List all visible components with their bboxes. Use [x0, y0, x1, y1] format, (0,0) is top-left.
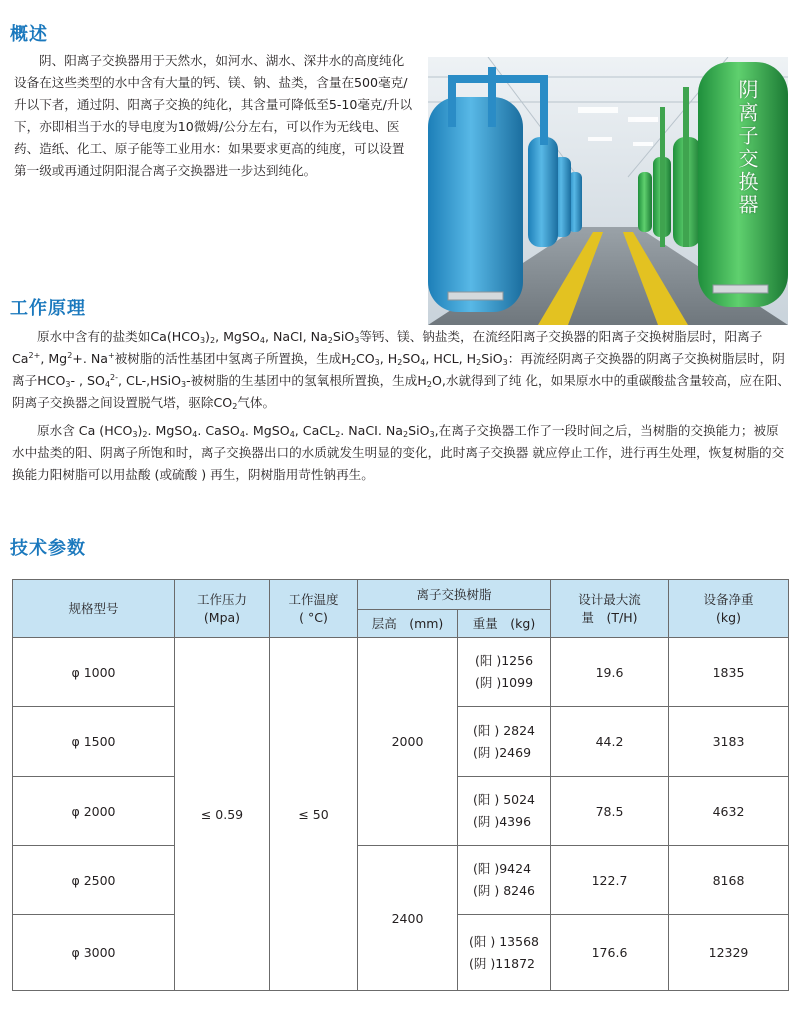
- table-row: [13, 638, 789, 707]
- ion-exchanger-photo: [428, 57, 788, 325]
- model-cell: φ 2000: [13, 777, 175, 846]
- resin-weight-cell: (阳 )1256 (阴 )1099: [458, 638, 551, 707]
- flow-cell: 44.2: [551, 707, 669, 777]
- temp-cell: ≤ 50: [270, 638, 358, 991]
- overview-heading: 概述: [10, 24, 48, 45]
- resin-weight-cell: (阳 ) 13568 (阴 )11872: [458, 915, 551, 991]
- pressure-cell: ≤ 0.59: [175, 638, 270, 991]
- spec-table: [12, 579, 789, 991]
- net-weight-cell: 8168: [669, 846, 789, 915]
- col-resin-weight: 重量 (kg): [458, 610, 551, 638]
- net-weight-cell: 1835: [669, 638, 789, 707]
- layer-height-cell: 2000: [358, 638, 458, 846]
- net-weight-cell: 4632: [669, 777, 789, 846]
- layer-height-cell: 2400: [358, 846, 458, 991]
- tech-heading: 技术参数: [10, 538, 86, 559]
- flow-cell: 176.6: [551, 915, 669, 991]
- col-net-weight: 设备净重 (kg): [669, 580, 789, 638]
- principle-paragraph-2: 原水含 Ca $(HCO_3)_2$. MgSO$_4$. CaSO$_4$. MgSO$_4$, CaCL$_2$. NaCI. $Na_2SiO_3$,在离子交换器工作了一段时间之后，当树脂的交换能力；被原水中盐类的阳、阴离子所饱和时，离子交换器出口的水质就发生明显的变化，此时离子交换器 就应停止工作，进行再生处理，恢复树脂的交换能力阳树脂可以用盐酸 (或硫酸 ) 再生，阴树脂用苛性钠再生。: [12, 423, 785, 482]
- col-temp: 工作温度 ( °C): [270, 580, 358, 638]
- col-resin: 离子交换树脂: [358, 580, 551, 610]
- table-row: [13, 846, 789, 915]
- col-model: 规格型号: [13, 580, 175, 638]
- col-pressure: 工作压力 (Mpa): [175, 580, 270, 638]
- principle-paragraph-1: 原水中含有的盐类如$Ca(HCO_3)_2$, MgSO$_4$, NaCI, $Na_2SiO_3$等钙、镁、钠盐类，在流经阳离子交换器的阳离子交换树脂层时，阳离子$Ca^{2+}$, $Mg^2+$. Na+被树脂的活性基团中氢离子所置换，生成$H_2CO_3$, $H_2SO_4$, HCL, $H_2SiO_3$：再流经阴离子交换器的阴离子交换树脂层时，阴离子$HCO_3-$ , $SO_4^{2-}$, CL-,HSiO$_3$-被树脂的生基团中的氢氧根所置换，生成$H_2O$,水就得到了纯 化，如果原水中的重碳酸盐含量较高，应在阳、阴离子交换器之间设置脱气塔，驱除$CO_2$气体。: [12, 329, 790, 411]
- resin-weight-cell: (阳 ) 5024 (阴 )4396: [458, 777, 551, 846]
- principle-text: [12, 326, 790, 486]
- model-cell: φ 1500: [13, 707, 175, 777]
- net-weight-cell: 3183: [669, 707, 789, 777]
- model-cell: φ 3000: [13, 915, 175, 991]
- resin-weight-cell: (阳 ) 2824 (阴 )2469: [458, 707, 551, 777]
- photo-caption: 阴离子交换器: [735, 79, 759, 217]
- model-cell: φ 2500: [13, 846, 175, 915]
- resin-weight-cell: (阳 )9424 (阴 ) 8246: [458, 846, 551, 915]
- principle-heading: 工作原理: [10, 298, 86, 319]
- overview-paragraph: 阴、阳离子交换器用于天然水，如河水、湖水、深井水的高度纯化设备在这些类型的水中含有大量的钙、镁、钠、盐类，含量在500毫克/升以下者，通过阴、阳离子交换的纯化，其含量可降低至5-10毫克/升以下，亦即相当于水的导电度为10微姆/公分左右，可以作为无线电、医药、造纸、化工、原子能等工业用水：如果要求更高的纯度，可以设置第一级或再通过阴阳混合离子交换器进一步达到纯化。: [14, 53, 413, 178]
- net-weight-cell: 12329: [669, 915, 789, 991]
- col-layer-height: 层高 (mm): [358, 610, 458, 638]
- flow-cell: 78.5: [551, 777, 669, 846]
- flow-cell: 122.7: [551, 846, 669, 915]
- model-cell: φ 1000: [13, 638, 175, 707]
- flow-cell: 19.6: [551, 638, 669, 707]
- col-flow: 设计最大流 量 (T/H): [551, 580, 669, 638]
